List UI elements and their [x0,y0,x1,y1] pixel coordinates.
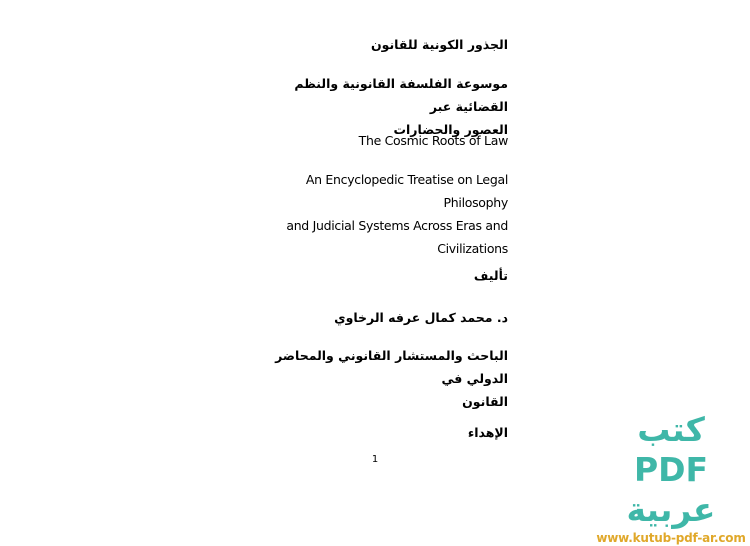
subtitle-english-line-2: and Judicial Systems Across Eras and [286,218,508,233]
subtitle-english-line-3: Civilizations [437,241,508,256]
subtitle-english-line-1: An Encyclopedic Treatise on Legal Philosophy [305,172,508,210]
dedication-heading-text: الإهداء [467,425,508,440]
author-title-line-1: الباحث والمستشار القانوني والمحاضر الدولي في [275,348,508,386]
watermark-url: www.kutub-pdf-ar.com [596,531,746,545]
author-name [238,306,508,329]
book-subtitle-english [238,168,508,260]
author-title-line-2: القانون [462,394,508,409]
page-number: 1 [371,454,379,465]
author-name-text: د. محمد كمال عرفه الرخاوي [334,310,508,325]
book-title-english [238,129,508,152]
subtitle-arabic-line-1: موسوعة الفلسفة القانونية والنظم القضائية عبر [294,76,508,114]
watermark-title: كتب PDF عربية [626,410,716,529]
authorship-label-text: تأليف [473,268,508,283]
subtitle-arabic-line-2: العصور والحضارات [393,122,508,137]
dedication-heading [238,421,508,444]
book-title-arabic [238,33,508,56]
site-watermark-logo [596,410,746,546]
book-title-arabic-text: الجذور الكونية للقانون [370,37,508,52]
book-title-english-text: The Cosmic Roots of Law [358,133,508,148]
authorship-label [238,264,508,287]
author-title [238,344,508,413]
